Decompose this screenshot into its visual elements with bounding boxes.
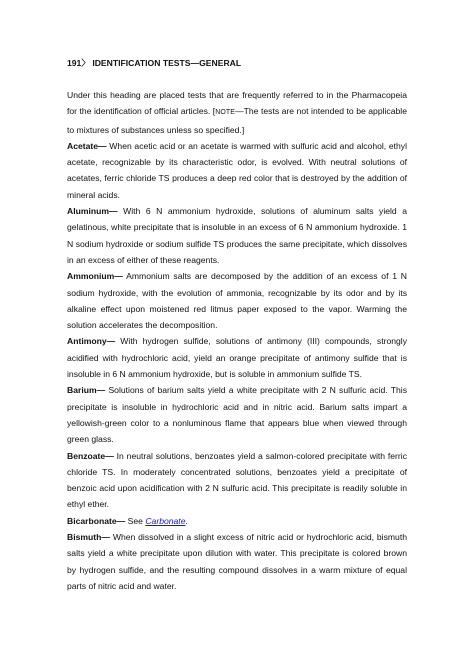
entry-barium [67, 382, 407, 447]
entry-text: In neutral solutions, benzoates yield a salmon-colored precipitate with ferric chloride TS. In moderately concentrated solutions, benzoates yield a precipitate of benzoic acid upon acidification with 2 N sulfuric acid. This precipitate is readily soluble in ethyl ether. [67, 450, 407, 510]
intro-paragraph [67, 87, 407, 138]
entry-text: When acetic acid or an acetate is warmed with sulfuric acid and alcohol, ethyl acetate, recognizable by its characteristic odor, is evolved. With neutral solutions of acetates, ferric chloride TS produces a deep red color that is destroyed by the addition of mineral acids. [67, 140, 407, 200]
link-trailing: . [185, 515, 188, 526]
entry-bismuth [67, 529, 407, 594]
entry-acetate [67, 138, 407, 203]
entry-term: Ammonium— [67, 271, 123, 282]
entry-text: When dissolved in a slight excess of nitric acid or hydrochloric acid, bismuth salts yield a white precipitate upon dilution with water. This precipitate is colored brown by hydrogen sulfide, and the resulting compound dissolves in a warm mixture of equal parts of nitric acid and water. [67, 532, 407, 591]
entry-ammonium [67, 268, 407, 333]
carbonate-link[interactable]: Carbonate [145, 515, 186, 526]
entry-aluminum [67, 203, 407, 268]
entry-text: With hydrogen sulfide, solutions of antimony (III) compounds, strongly acidified with hydrochloric acid, yield an orange precipitate of antimony sulfide that is insoluble in 6 N ammonium hydroxide, but is soluble in ammonium sulfide TS. [67, 336, 407, 380]
note-text: —The tests are not intended to be applicable to mixtures of substances unless so specified.] [67, 106, 407, 135]
entry-text: With 6 N ammonium hydroxide, solutions of aluminum salts yield a gelatinous, white precipitate that is insoluble in an excess of 6 N ammonium hydroxide. 1 N sodium hydroxide or sodium sulfide TS produces the same precipitate, which dissolves in an excess of either of these reagents. [67, 206, 407, 265]
page-title: 191〉 IDENTIFICATION TESTS—GENERAL [67, 58, 242, 68]
entry-text: Solutions of barium salts yield a white precipitate with 2 N sulfuric acid. This precipitate is insoluble in hydrochloric acid and in nitric acid. Barium salts impart a yellowish-green color to a nonluminous flame that appears blue when viewed through green glass. [67, 385, 407, 445]
entry-benzoate [67, 448, 407, 513]
entry-bicarbonate [67, 513, 407, 529]
entry-antimony [67, 333, 407, 382]
see-text: See [125, 515, 146, 526]
entry-term: Antimony— [67, 336, 116, 347]
entry-term: Aluminum— [67, 206, 118, 217]
entry-term: Bicarbonate— [67, 515, 126, 526]
entry-term: Barium— [67, 385, 106, 396]
entry-term: Acetate— [67, 140, 107, 151]
entry-term: Bismuth— [67, 532, 110, 543]
entry-term: Benzoate— [67, 450, 114, 461]
document-page [67, 55, 407, 594]
note-label: NOTE [215, 109, 236, 117]
intro-text: Under this heading are placed tests that are frequently referred to in the Pharmacopeia for the identification of official articles. [ [67, 90, 407, 117]
entry-text: Ammonium salts are decomposed by the addition of an excess of 1 N sodium hydroxide, with the evolution of ammonia, recognizable by its odor and by its alkaline effect upon moistened red litmus paper exposed to the vapor. Warming the solution accelerates the decomposition. [67, 271, 407, 331]
